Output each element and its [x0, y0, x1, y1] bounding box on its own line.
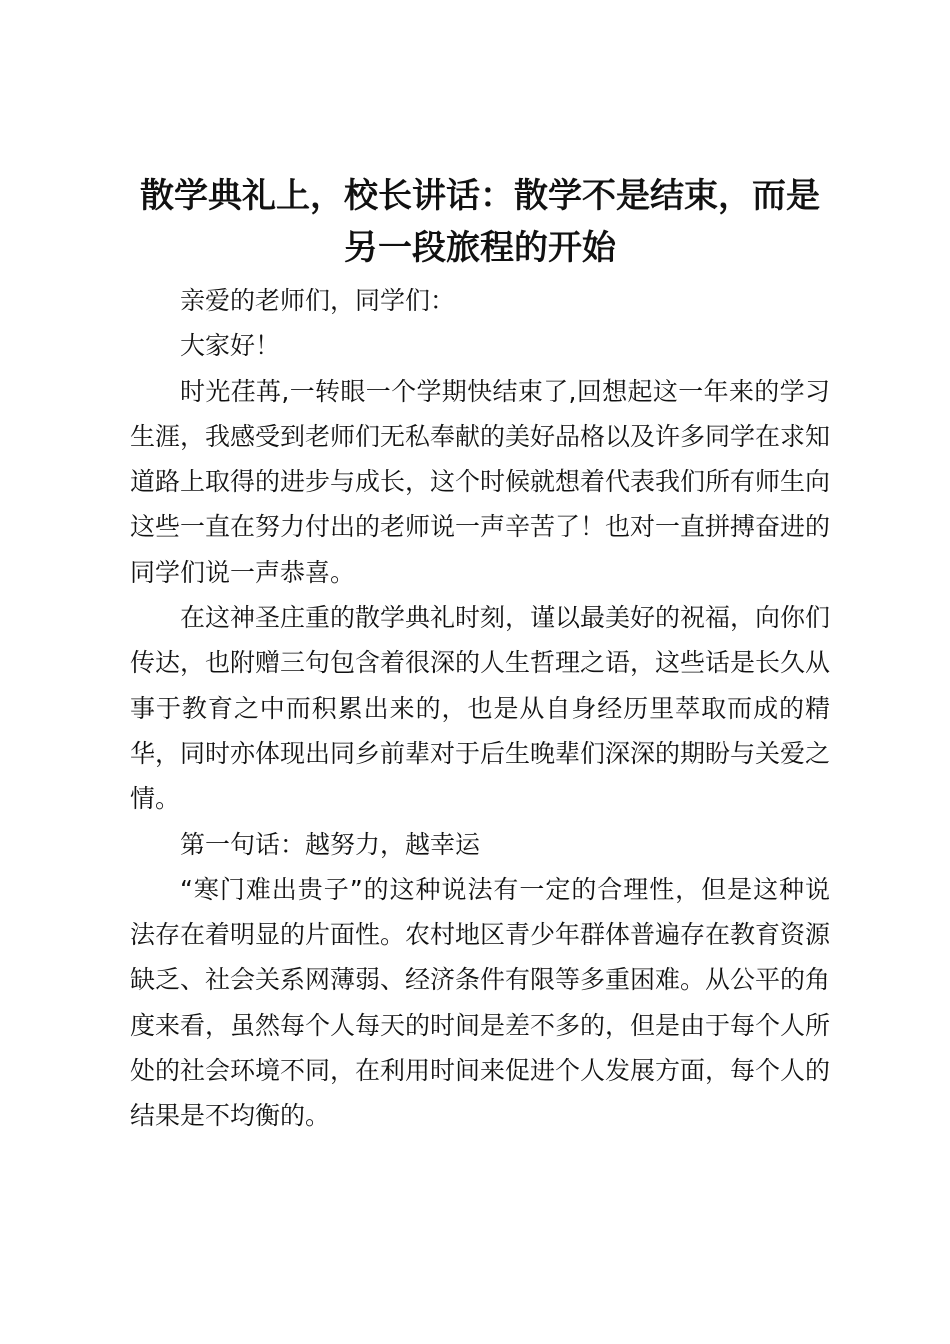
document-body: [130, 278, 830, 1139]
body-paragraph: 在这神圣庄重的散学典礼时刻，谨以最美好的祝福，向你们传达，也附赠三句包含着很深的人生哲理之语，这些话是长久从事于教育之中而积累出来的，也是从自身经历里萃取而成的精华，同时亦体现出同乡前辈对于后生晚辈们深深的期盼与关爱之情。: [130, 603, 831, 814]
document-page: [130, 170, 830, 1139]
body-paragraph: 时光荏苒,一转眼一个学期快结束了,回想起这一年来的学习生涯，我感受到老师们无私奉献的美好品格以及许多同学在求知道路上取得的进步与成长，这个时候就想着代表我们所有师生向这些一直在努力付出的老师说一声辛苦了！也对一直拼搏奋进的同学们说一声恭喜。: [130, 376, 831, 587]
body-paragraph: “寒门难出贵子”的这种说法有一定的合理性，但是这种说法存在着明显的片面性。农村地区青少年群体普遍存在教育资源缺乏、社会关系网薄弱、经济条件有限等多重困难。从公平的角度来看，虽然每个人每天的时间是差不多的，但是由于每个人所处的社会环境不同，在利用时间来促进个人发展方面，每个人的结果是不均衡的。: [130, 874, 831, 1131]
greeting-paragraph: 大家好！: [180, 331, 281, 361]
salutation-paragraph: 亲爱的老师们，同学们：: [180, 286, 456, 315]
document-title: 散学典礼上，校长讲话：散学不是结束，而是另一段旅程的开始: [140, 176, 820, 268]
section-heading: 第一句话：越努力，越幸运: [180, 829, 481, 859]
